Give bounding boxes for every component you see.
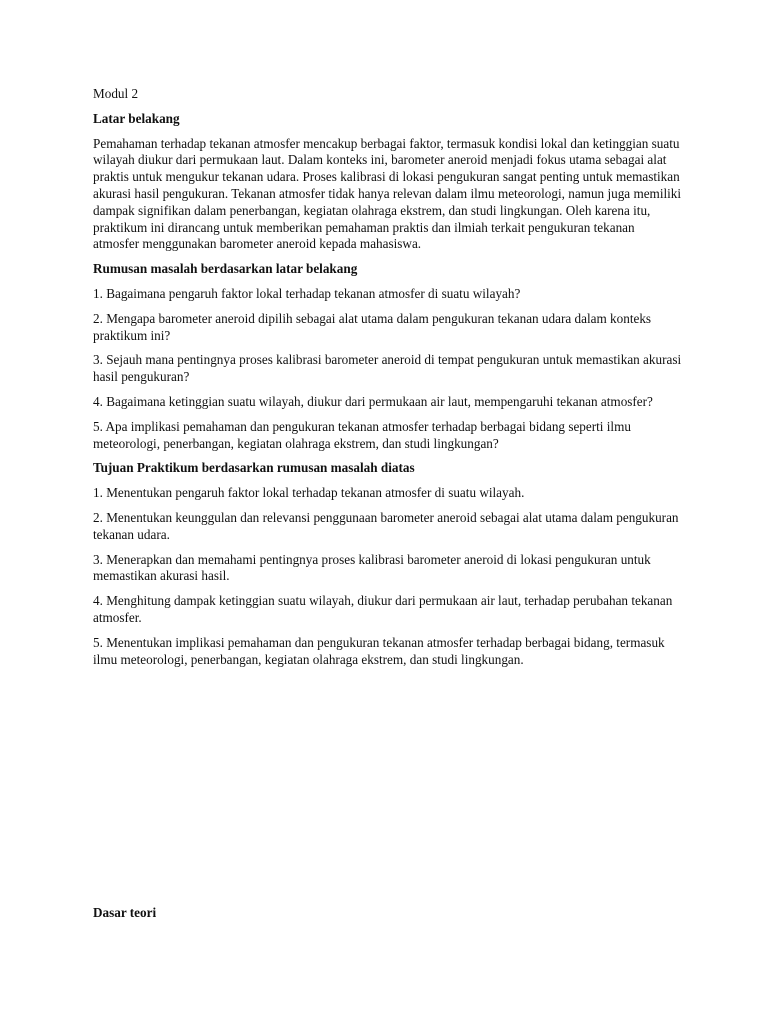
objective-item-3: 3. Menerapkan dan memahami pentingnya proses kalibrasi barometer aneroid di lokasi pengukuran untuk memastikan akurasi hasil. [93, 551, 651, 584]
problem-item-3: 3. Sejauh mana pentingnya proses kalibrasi barometer aneroid di tempat pengukuran untuk memastikan akurasi hasil pengukuran? [93, 352, 682, 385]
problems-heading: Rumusan masalah berdasarkan latar belakang [93, 261, 358, 277]
objective-item-5: 5. Menentukan implikasi pemahaman dan pengukuran tekanan atmosfer terhadap berbagai bidang, termasuk ilmu meteorologi, penerbangan, kegiatan olahraga ekstrem, dan studi lingkungan. [93, 634, 665, 667]
problem-item-5: 5. Apa implikasi pemahaman dan pengukuran tekanan atmosfer terhadap berbagai bidang seperti ilmu meteorologi, penerbangan, kegiatan olahraga ekstrem, dan studi lingkungan? [93, 418, 631, 451]
objective-item-4: 4. Menghitung dampak ketinggian suatu wilayah, diukur dari permukaan air laut, terhadap perubahan tekanan atmosfer. [93, 593, 673, 625]
background-paragraph: Pemahaman terhadap tekanan atmosfer mencakup berbagai faktor, termasuk kondisi lokal dan ketinggian suatu wilayah diukur dari permukaan laut. Dalam konteks ini, barometer aneroid menjadi fokus utama sebagai alat praktis untuk mengukur tekanan udara. Proses kalibrasi di lokasi pengukuran sangat penting untuk memastikan akurasi hasil pengukuran. Tekanan atmosfer tidak hanya relevan dalam ilmu meteorologi, namun juga memiliki dampak signifikan dalam penerbangan, kegiatan olahraga ekstrem, dan studi lingkungan. Oleh karena itu, praktikum ini dirancang untuk memberikan pemahaman praktis dan ilmiah terkait pengukuran tekanan atmosfer menggunakan barometer aneroid kepada mahasiswa. [93, 135, 682, 252]
problem-item-2: 2. Mengapa barometer aneroid dipilih sebagai alat utama dalam pengukuran tekanan udara dalam konteks praktikum ini? [93, 310, 652, 343]
objective-item-2: 2. Menentukan keunggulan dan relevansi penggunaan barometer aneroid sebagai alat utama dalam pengukuran tekanan udara. [93, 509, 679, 542]
objectives-heading: Tujuan Praktikum berdasarkan rumusan masalah diatas [93, 460, 415, 476]
theory-heading: Dasar teori [93, 905, 157, 920]
problem-item-4: 4. Bagaimana ketinggian suatu wilayah, diukur dari permukaan air laut, mempengaruhi tekanan atmosfer? [93, 393, 653, 409]
document-page [93, 86, 683, 676]
objective-item-1: 1. Menentukan pengaruh faktor lokal terhadap tekanan atmosfer di suatu wilayah. [93, 485, 525, 501]
module-label: Modul 2 [93, 86, 139, 101]
problem-item-1: 1. Bagaimana pengaruh faktor lokal terhadap tekanan atmosfer di suatu wilayah? [93, 285, 521, 301]
background-heading: Latar belakang [93, 110, 180, 126]
